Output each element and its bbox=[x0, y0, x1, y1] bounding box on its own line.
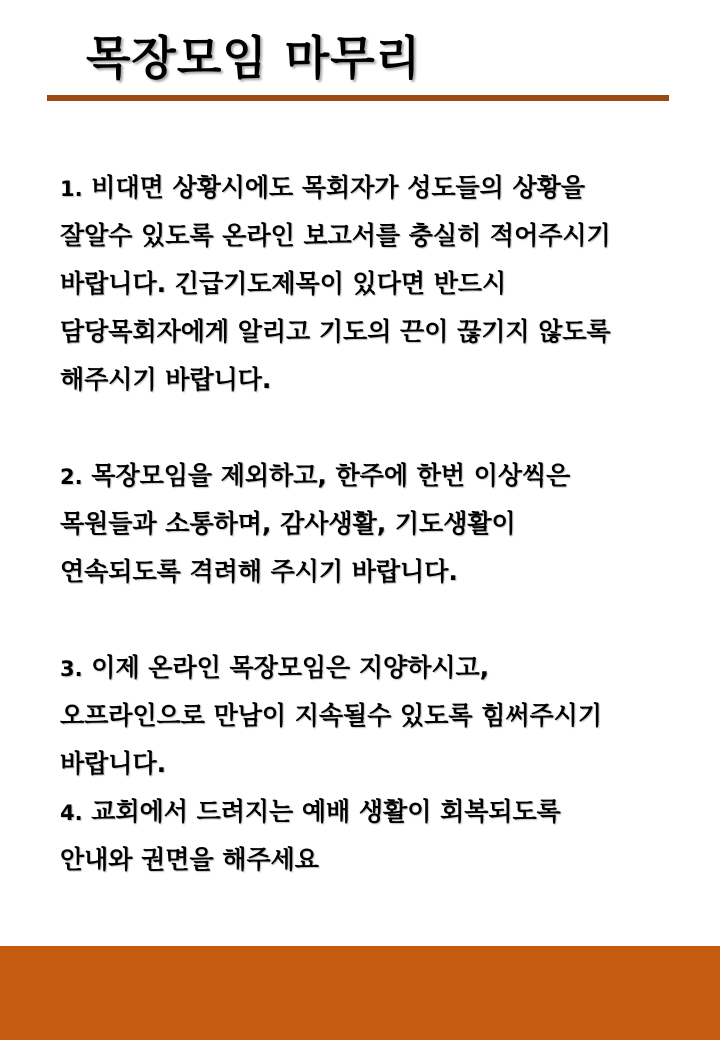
item-number: 1. bbox=[60, 177, 83, 201]
notice-line bbox=[60, 452, 690, 500]
line-text: 목장모임을 제외하고, 한주에 한번 이상씩은 bbox=[82, 461, 571, 490]
notice-line: 담당목회자에게 알리고 기도의 끈이 끊기지 않도록 bbox=[60, 317, 611, 346]
notice-line: 목원들과 소통하며, 감사생활, 기도생활이 bbox=[60, 509, 516, 538]
notice-item-4 bbox=[60, 788, 690, 884]
notice-line: 해주시기 바랍니다. bbox=[60, 365, 272, 394]
notice-line: 오프라인으로 만남이 지속될수 있도록 힘써주시기 bbox=[60, 701, 602, 730]
title-underline bbox=[47, 95, 669, 101]
notice-line: 연속되도록 격려해 주시기 바랍니다. bbox=[60, 557, 458, 586]
notice-item-2 bbox=[60, 452, 690, 596]
notice-body bbox=[60, 164, 690, 884]
notice-line bbox=[60, 788, 690, 836]
notice-line: 안내와 권면을 해주세요 bbox=[60, 845, 319, 874]
notice-line: 잘알수 있도록 온라인 보고서를 충실히 적어주시기 bbox=[60, 221, 611, 250]
notice-line bbox=[60, 164, 690, 212]
item-number: 3. bbox=[60, 657, 83, 681]
item-number: 4. bbox=[60, 801, 83, 825]
notice-line bbox=[60, 644, 690, 692]
notice-line: 바랍니다. 긴급기도제목이 있다면 반드시 bbox=[60, 269, 507, 298]
item-number: 2. bbox=[60, 465, 83, 489]
page-title: 목장모임 마무리 bbox=[86, 31, 422, 85]
line-text: 비대면 상황시에도 목회자가 성도들의 상황을 bbox=[82, 173, 585, 202]
line-text: 교회에서 드려지는 예배 생활이 회복되도록 bbox=[82, 797, 561, 826]
footer-band bbox=[0, 946, 720, 1040]
notice-line: 바랍니다. bbox=[60, 749, 167, 778]
line-text: 이제 온라인 목장모임은 지양하시고, bbox=[82, 653, 490, 682]
notice-item-1 bbox=[60, 164, 690, 404]
notice-item-3 bbox=[60, 644, 690, 788]
